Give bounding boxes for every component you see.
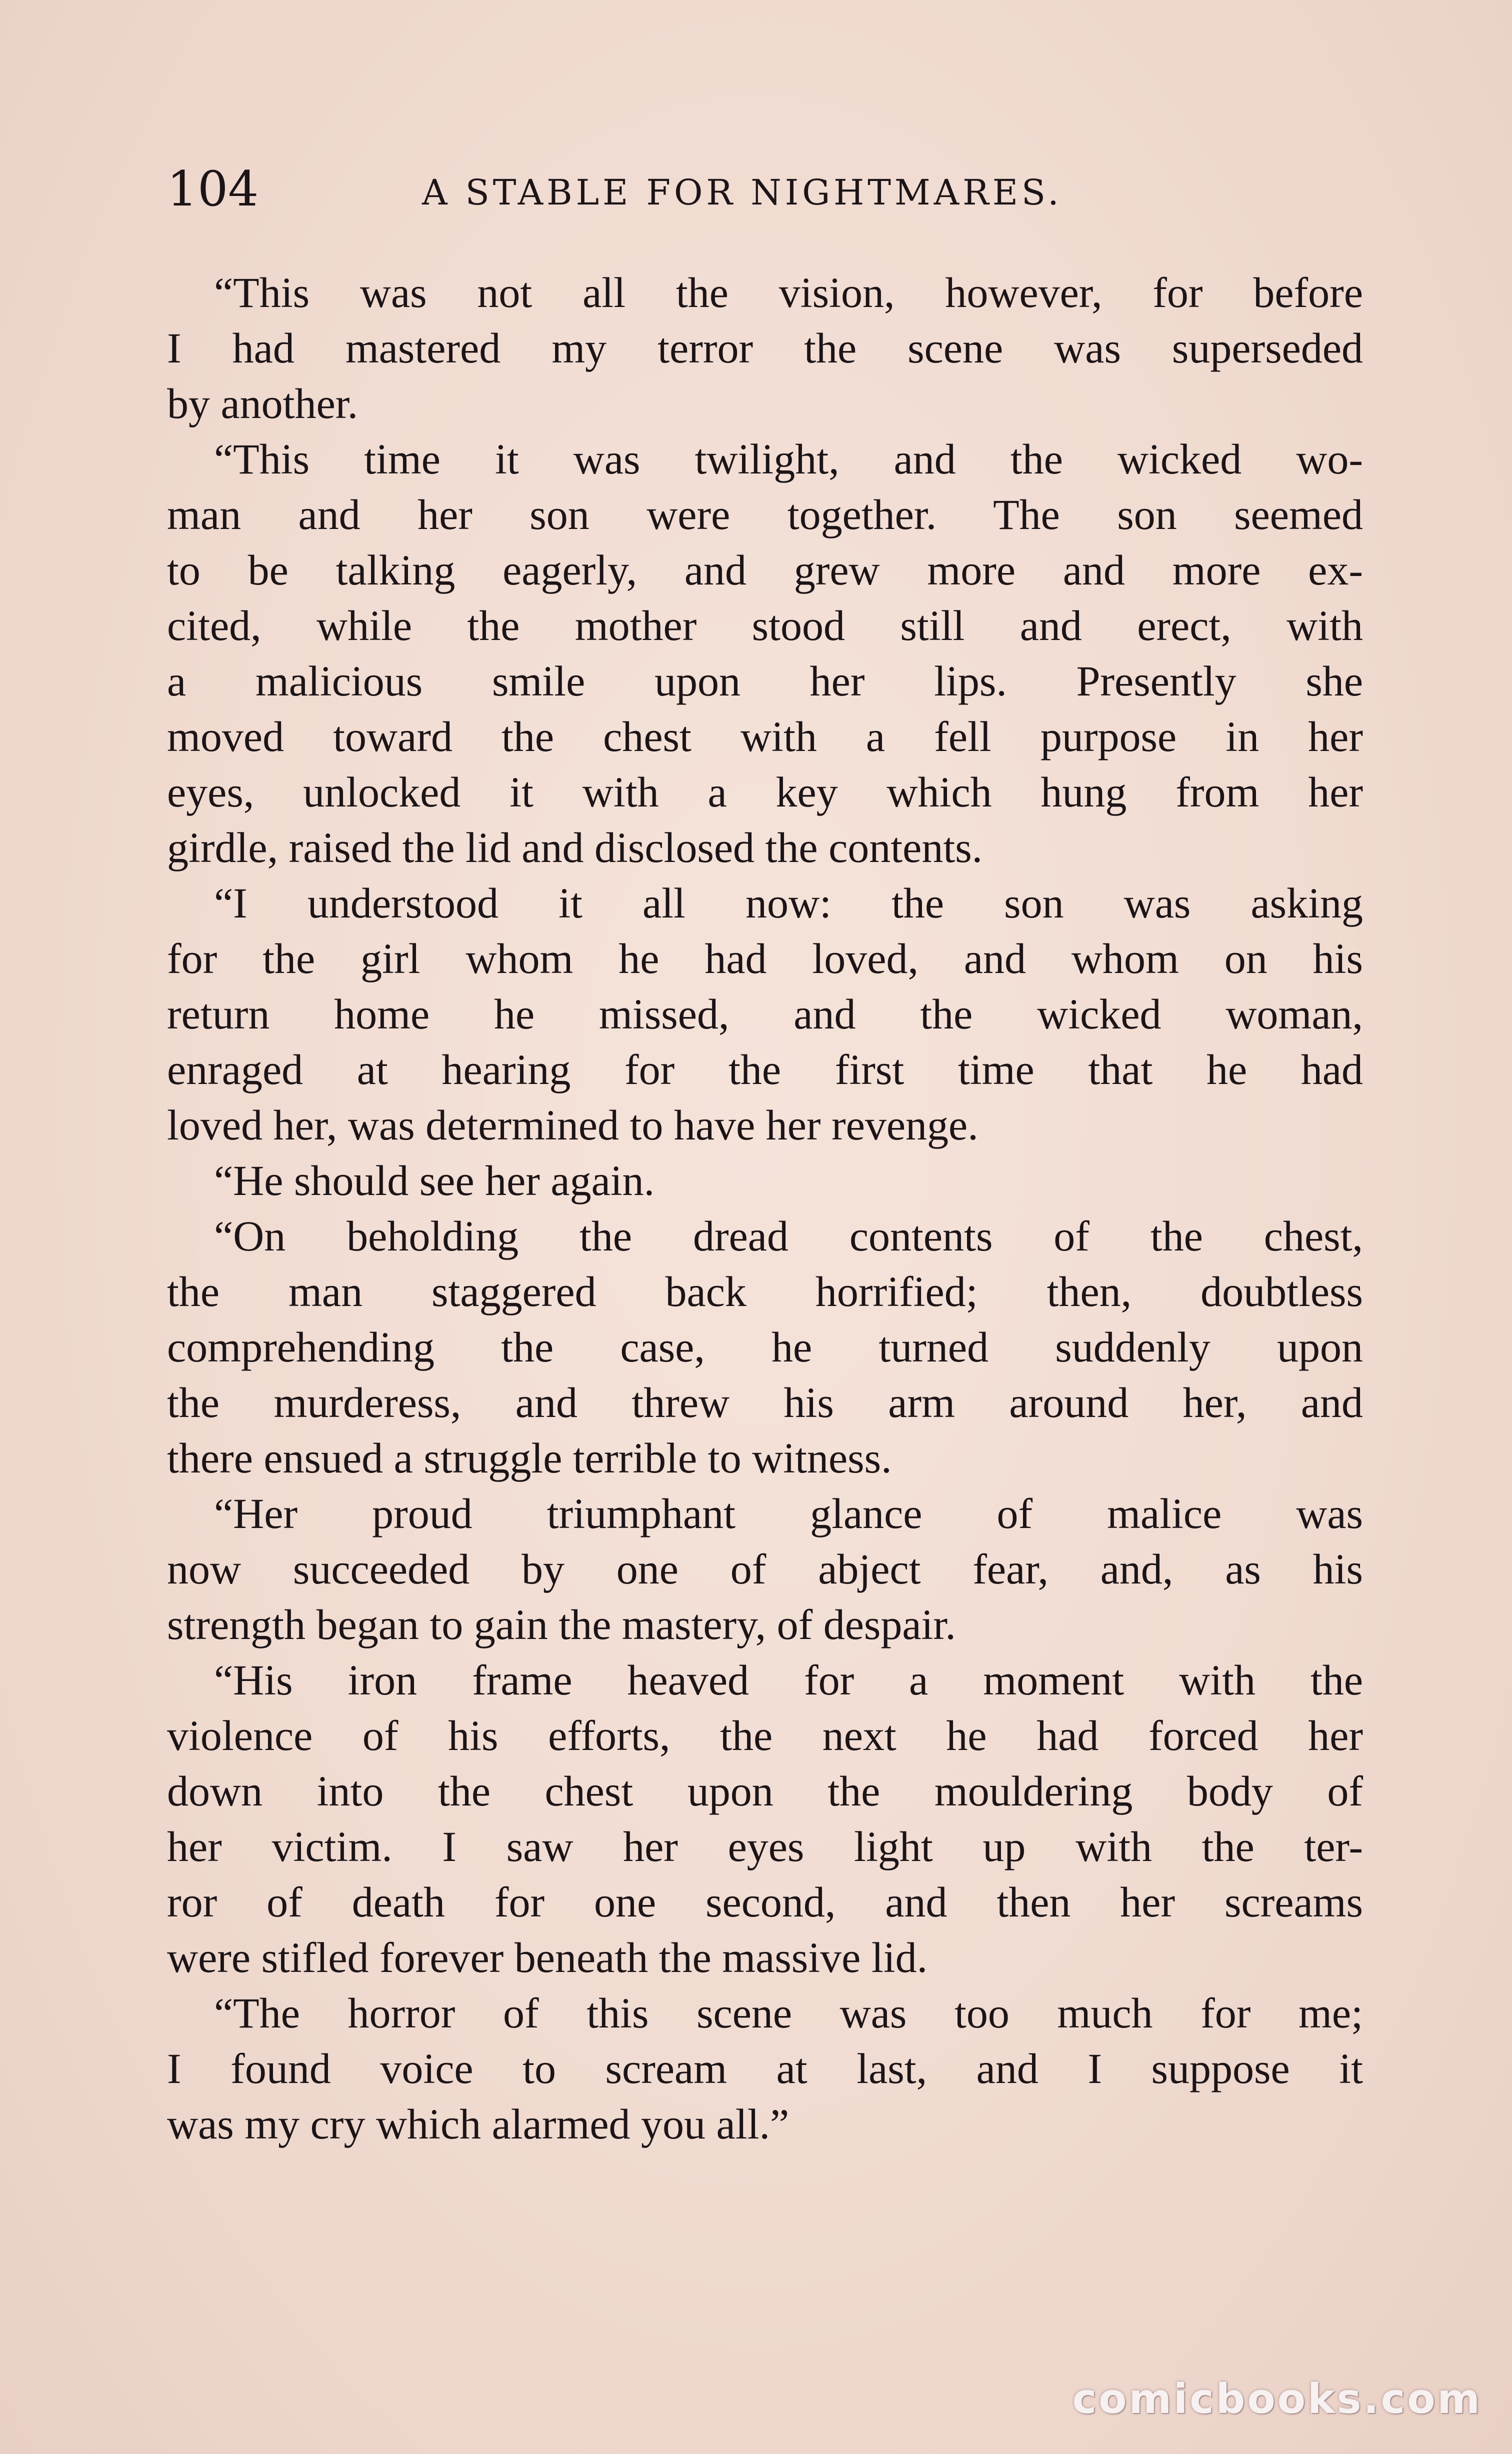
text-line: for the girl whom he had loved, and whom on his: [167, 934, 1363, 982]
text-line: the man staggered back horrified; then, doubtless: [167, 1268, 1363, 1316]
page-number: 104: [167, 161, 259, 217]
text-line: loved her, was determined to have her revenge.: [167, 1101, 978, 1149]
text-line: comprehending the case, he turned suddenly upon: [167, 1323, 1363, 1371]
text-line: “On beholding the dread contents of the chest,: [214, 1212, 1363, 1260]
text-line: I had mastered my terror the scene was superseded: [167, 324, 1363, 372]
text-line: now succeeded by one of abject fear, and, as his: [167, 1545, 1363, 1593]
text-line: moved toward the chest with a fell purpose in her: [167, 712, 1363, 760]
text-line: “I understood it all now: the son was asking: [214, 879, 1363, 927]
text-line: eyes, unlocked it with a key which hung from her: [167, 768, 1363, 816]
running-head: [167, 159, 1363, 219]
text-line: the murderess, and threw his arm around her, and: [167, 1378, 1363, 1426]
text-line: ror of death for one second, and then her screams: [167, 1878, 1363, 1926]
text-line: man and her son were together. The son seemed: [167, 490, 1363, 538]
text-line: her victim. I saw her eyes light up with the ter-: [167, 1822, 1363, 1870]
body-text: [167, 265, 1363, 2185]
text-line: violence of his efforts, the next he had forced her: [167, 1712, 1363, 1760]
text-line: by another.: [167, 380, 358, 428]
text-line: girdle, raised the lid and disclosed the contents.: [167, 824, 983, 872]
text-line: “His iron frame heaved for a moment with the: [214, 1656, 1363, 1704]
text-line: “This was not all the vision, however, for before: [214, 268, 1363, 316]
watermark: comicbooks.com: [1072, 2376, 1482, 2423]
text-line: there ensued a struggle terrible to witness.: [167, 1434, 892, 1482]
text-line: strength began to gain the mastery, of despair.: [167, 1600, 956, 1648]
running-title: A STABLE FOR NIGHTMARES.: [422, 172, 1062, 213]
text-line: “He should see her again.: [214, 1156, 655, 1204]
text-line: “This time it was twilight, and the wicked wo-: [214, 435, 1363, 483]
text-line: I found voice to scream at last, and I suppose it: [167, 2044, 1363, 2092]
text-line: enraged at hearing for the first time that he had: [167, 1046, 1363, 1094]
text-line: return home he missed, and the wicked woman,: [167, 990, 1363, 1038]
text-line: were stifled forever beneath the massive lid.: [167, 1934, 928, 1982]
text-line: was my cry which alarmed you all.”: [167, 2100, 790, 2148]
text-line: down into the chest upon the mouldering body of: [167, 1767, 1363, 1815]
text-line: “The horror of this scene was too much for me;: [214, 1989, 1363, 2037]
text-line: to be talking eagerly, and grew more and more ex-: [167, 546, 1363, 594]
text-line: “Her proud triumphant glance of malice was: [214, 1490, 1363, 1538]
text-line: cited, while the mother stood still and erect, with: [167, 602, 1363, 650]
text-line: a malicious smile upon her lips. Presently she: [167, 657, 1363, 705]
